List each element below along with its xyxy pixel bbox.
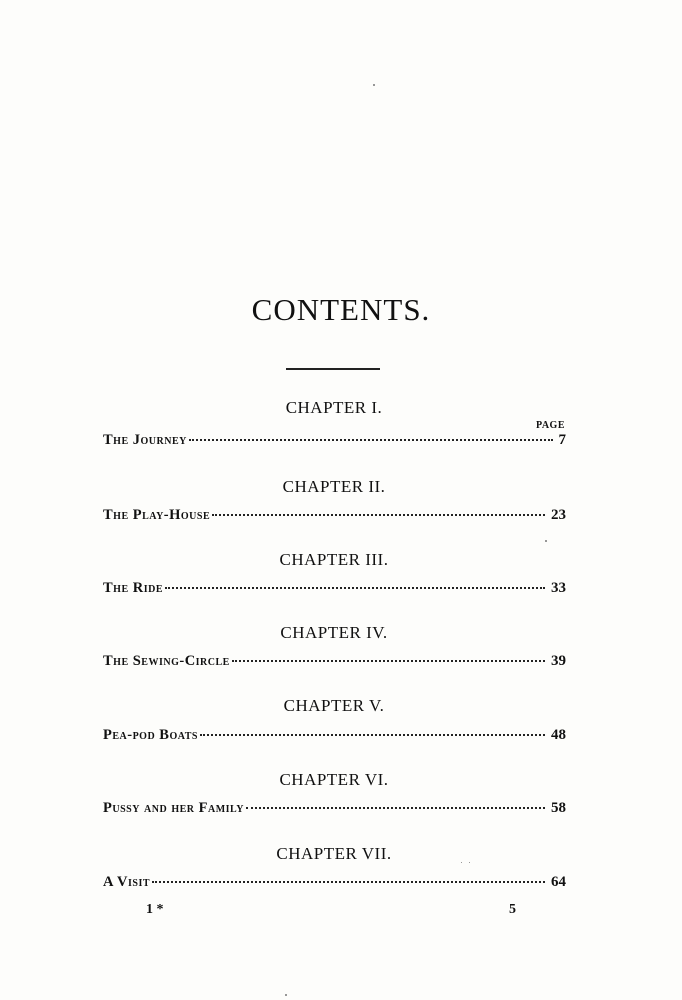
toc-entry-title: Pea-pod Boats: [103, 727, 198, 743]
page-number: 5: [509, 902, 516, 917]
toc-entry-page: 7: [558, 432, 566, 448]
page-column-label: PAGE: [535, 420, 565, 431]
dot-leader: [246, 807, 545, 809]
chapter-heading: CHAPTER VII.: [276, 844, 392, 863]
chapter-heading: CHAPTER I.: [285, 398, 383, 417]
chapter-heading: CHAPTER III.: [279, 550, 389, 569]
paper-speck: [545, 540, 547, 542]
dot-leader: [152, 881, 545, 883]
toc-entry[interactable]: [103, 432, 566, 452]
toc-entry[interactable]: [103, 580, 566, 600]
toc-entry[interactable]: [103, 800, 566, 820]
paper-speck: [373, 84, 375, 86]
chapter-heading: CHAPTER VI.: [279, 770, 389, 789]
toc-entry[interactable]: [103, 507, 566, 527]
signature-mark: 1 *: [146, 902, 164, 917]
toc-entry-page: 58: [551, 800, 566, 816]
dot-leader: [165, 587, 545, 589]
toc-entry-title: The Sewing-Circle: [103, 653, 230, 669]
contents-title: CONTENTS.: [251, 292, 431, 327]
toc-entry-title: The Ride: [103, 580, 163, 596]
paper-speck: [469, 862, 470, 863]
toc-entry[interactable]: [103, 653, 566, 673]
toc-entry-page: 48: [551, 727, 566, 743]
chapter-heading: CHAPTER V.: [283, 696, 385, 715]
toc-entry-page: 39: [551, 653, 566, 669]
paper-speck: [285, 994, 287, 996]
toc-entry-page: 33: [551, 580, 566, 596]
toc-entry-title: Pussy and her Family: [103, 800, 245, 816]
dot-leader: [232, 660, 545, 662]
toc-entry[interactable]: [103, 727, 566, 747]
toc-entry-page: 64: [551, 874, 566, 890]
chapter-heading: CHAPTER IV.: [280, 623, 388, 642]
title-rule: [286, 368, 380, 370]
paper-speck: [461, 862, 462, 863]
toc-entry-page: 23: [551, 507, 566, 523]
toc-entry-title: A Visit: [103, 874, 151, 890]
dot-leader: [212, 514, 545, 516]
toc-entry-title: The Journey: [103, 432, 187, 448]
chapter-heading: CHAPTER II.: [282, 477, 386, 496]
toc-entry[interactable]: [103, 874, 566, 894]
dot-leader: [189, 439, 553, 441]
toc-entry-title: The Play-House: [103, 507, 211, 523]
dot-leader: [200, 734, 545, 736]
